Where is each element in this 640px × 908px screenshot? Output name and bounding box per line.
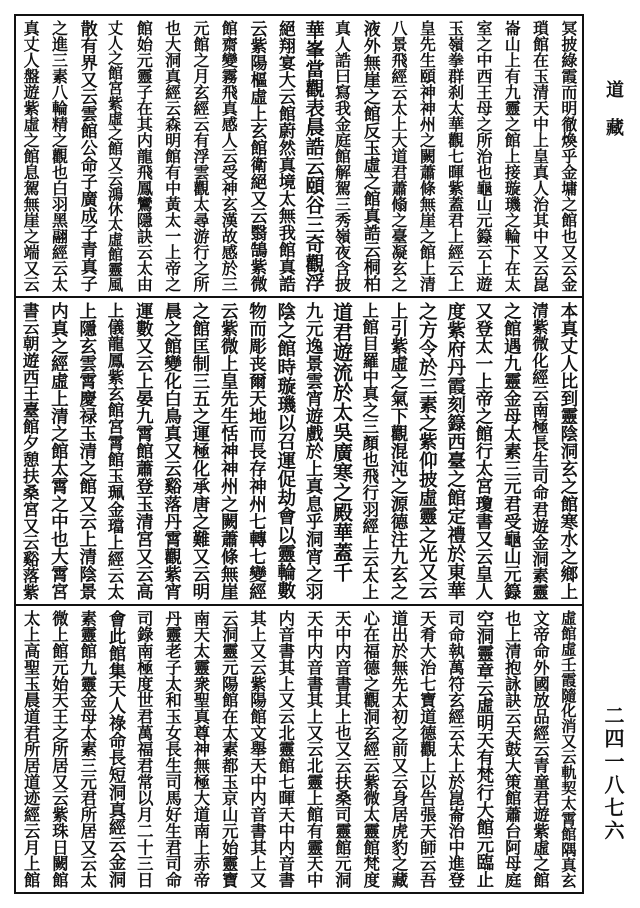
text-column: 華峯當觀表晨誥云頤谷三奇觀浮 bbox=[302, 20, 326, 293]
text-panel-middle bbox=[16, 298, 582, 604]
text-column: 心在福德之觀洞玄經云紫微太靈館梵度 bbox=[360, 610, 380, 888]
page-number: 二四一八七六 bbox=[601, 705, 625, 843]
text-column: 陰之館時璇璣以召運促劫會以靈輪數 bbox=[274, 302, 296, 600]
margin-title-zang: 藏 bbox=[606, 118, 624, 139]
text-column: 又登太一上帝之館行太宮瓊書又云皇人 bbox=[472, 302, 493, 601]
text-column: 天中内音書其上也又云扶桑司靈館元洞 bbox=[332, 610, 352, 888]
text-column: 内音書其上又云北靈館七暉天中内音書 bbox=[275, 610, 295, 888]
text-panel-bottom bbox=[16, 606, 582, 892]
text-column: 上隱玄雲霄慶禄玉清之館又云上清陰景 bbox=[76, 302, 97, 601]
text-panel-top bbox=[16, 16, 582, 296]
text-column: 度紫府丹霞刻籙西臺之館定禮於東華 bbox=[444, 302, 466, 600]
text-column: 本真丈人比到靈陰洞玄之館寒水之鄉上 bbox=[557, 302, 578, 601]
text-column: 云洞靈元陽館在太素都玉京山元始靈寶 bbox=[219, 610, 239, 888]
text-column: 真丈人盤遊紫虛之館息駕無崖之端又云 bbox=[21, 20, 41, 292]
text-column: 内真之經虛上清之館太霄之中也大霄宮 bbox=[48, 302, 69, 601]
text-column: 液外無崖之館反玉虛之館真誥云桐柏 bbox=[359, 20, 380, 292]
text-column: 天中内音書其上又云北靈上館有靈天中 bbox=[304, 610, 324, 888]
text-column: 瑣館在玉清天中上皇真人治其中又云崑 bbox=[530, 20, 550, 292]
text-column: 室之中西王母之所治也龜山元籙云上遊 bbox=[473, 20, 493, 292]
text-column: 之館匡制三五之運極化承唐之難又云明 bbox=[189, 302, 210, 601]
text-column: 天肴大治七寶道德觀上以告張天師云吾 bbox=[417, 610, 437, 888]
text-column: 云紫陽樞虛上玄館衛絕又云翳鵠紫微 bbox=[246, 20, 267, 292]
margin-title-dao: 道 bbox=[606, 80, 624, 101]
text-column: 玉嶺拳群刹太華觀七暉紫蓋君上經云上 bbox=[445, 20, 465, 292]
text-column: 文帝命外國放品經云青童君遊紫虛之館 bbox=[530, 610, 550, 888]
text-column: 司命執萬符玄經云太上於崑崙治中進登 bbox=[445, 610, 465, 888]
text-column: 上儀龍鳳紫玄館宮霄館玉珮金璫上經云太 bbox=[105, 302, 126, 601]
text-column: 虛館虛壬霞隨化消又云軌契太霄館隅真玄 bbox=[558, 610, 577, 888]
text-column: 真人誥曰寫我金庭館解駕三秀嶺夜含披 bbox=[332, 20, 352, 292]
text-column: 清紫微化經云南極長生司命君遊金洞素靈 bbox=[529, 302, 550, 601]
text-column: 上引紫虛之氣下觀混沌之源德注九玄之 bbox=[388, 302, 409, 601]
text-column: 書云朝遊西王臺館夕憩扶桑宮又云谿落紫 bbox=[20, 302, 41, 601]
text-column: 道君遊流於太吳廣寒之殿華蓋千 bbox=[329, 302, 354, 582]
text-column: 空洞靈章云虛明天有梵行大館元臨止 bbox=[472, 610, 493, 888]
text-column: 冥披綠霞而明徹煥乎金墉之館也又云金 bbox=[558, 20, 578, 292]
text-column: 運數又云上晏九霄館蕭登玉清宮又云高 bbox=[133, 302, 154, 601]
text-column: 之方令於三素之紫仰披虛靈之光又云 bbox=[416, 302, 438, 600]
text-column: 會此館集天人祿命長短洞真經云金洞 bbox=[105, 610, 126, 888]
text-column: 其上又云紫陽館文舉天中内音書其上又 bbox=[247, 610, 267, 888]
text-column: 晨之館變化白鳥真又云谿落丹霄觀紫宵 bbox=[161, 302, 182, 601]
text-column: 云紫微上皇先生恬神神州之闕蕭條無崖 bbox=[218, 302, 239, 601]
text-column: 館齋變霧飛真感人云受神玄漢故感於三 bbox=[219, 20, 239, 292]
text-column: 八景飛經云太上大道君蕭翛之臺凝玄之 bbox=[389, 20, 409, 292]
text-column: 九元逸景雲宵遊戲於上真息乎洞宵之羽 bbox=[303, 302, 324, 601]
text-column: 館始元靈子在其内龍飛鳳鸞隱訣云太由 bbox=[134, 20, 154, 292]
text-column: 散有界又云雲館公命子廣成子青真子 bbox=[76, 20, 97, 292]
text-column: 司錄南極度世君萬福君常以月二十三日 bbox=[134, 610, 154, 888]
text-column: 上館目羅中真之三顏也飛行羽經上云太上 bbox=[359, 302, 380, 601]
text-column: 元館之月玄經云有浮雲觀太尋游行之所 bbox=[190, 20, 210, 292]
text-column: 也上清抱詠訣云天鼓大策館蕭台阿母庭 bbox=[502, 610, 522, 888]
text-column: 道出於無先太初之前又云身居虎豹之藏 bbox=[389, 610, 409, 888]
text-column: 丹靈老子太和玉女長生司馬好生君司命 bbox=[162, 610, 182, 888]
text-column: 皇先生頤神神州之闕蕭條無崖之館上清 bbox=[417, 20, 437, 292]
text-column: 南天太靈衆聖真尊神無極大道南上赤帝 bbox=[190, 610, 210, 888]
text-column: 崙山上有九靈之館上接璇璣之輪下在太 bbox=[502, 20, 522, 292]
text-column: 也大洞真經云森明館有中黃太一上帝之 bbox=[162, 20, 182, 292]
text-column: 物而彫丧爾天地而長存神州七轉七變經 bbox=[246, 302, 267, 601]
text-column: 絕翔宴大云館蔚然真境太無我館真誥 bbox=[274, 20, 295, 292]
text-column: 之進三素八輪精之觀也白羽黑翮經云太 bbox=[49, 20, 69, 292]
text-column: 微上館元始天王之所居又云紫珠日闕館 bbox=[49, 610, 69, 888]
text-column: 之館遇九靈金母太素三元君受龜山元籙 bbox=[501, 302, 522, 601]
text-column: 丈人之館宮紫虛之館又云鴻休太虛館靈風 bbox=[106, 20, 125, 292]
text-column: 太上高聖玉晨道君所居道迹經云月上館 bbox=[21, 610, 41, 888]
text-column: 素靈館九靈金母太素三元君所居又云太 bbox=[77, 610, 97, 888]
